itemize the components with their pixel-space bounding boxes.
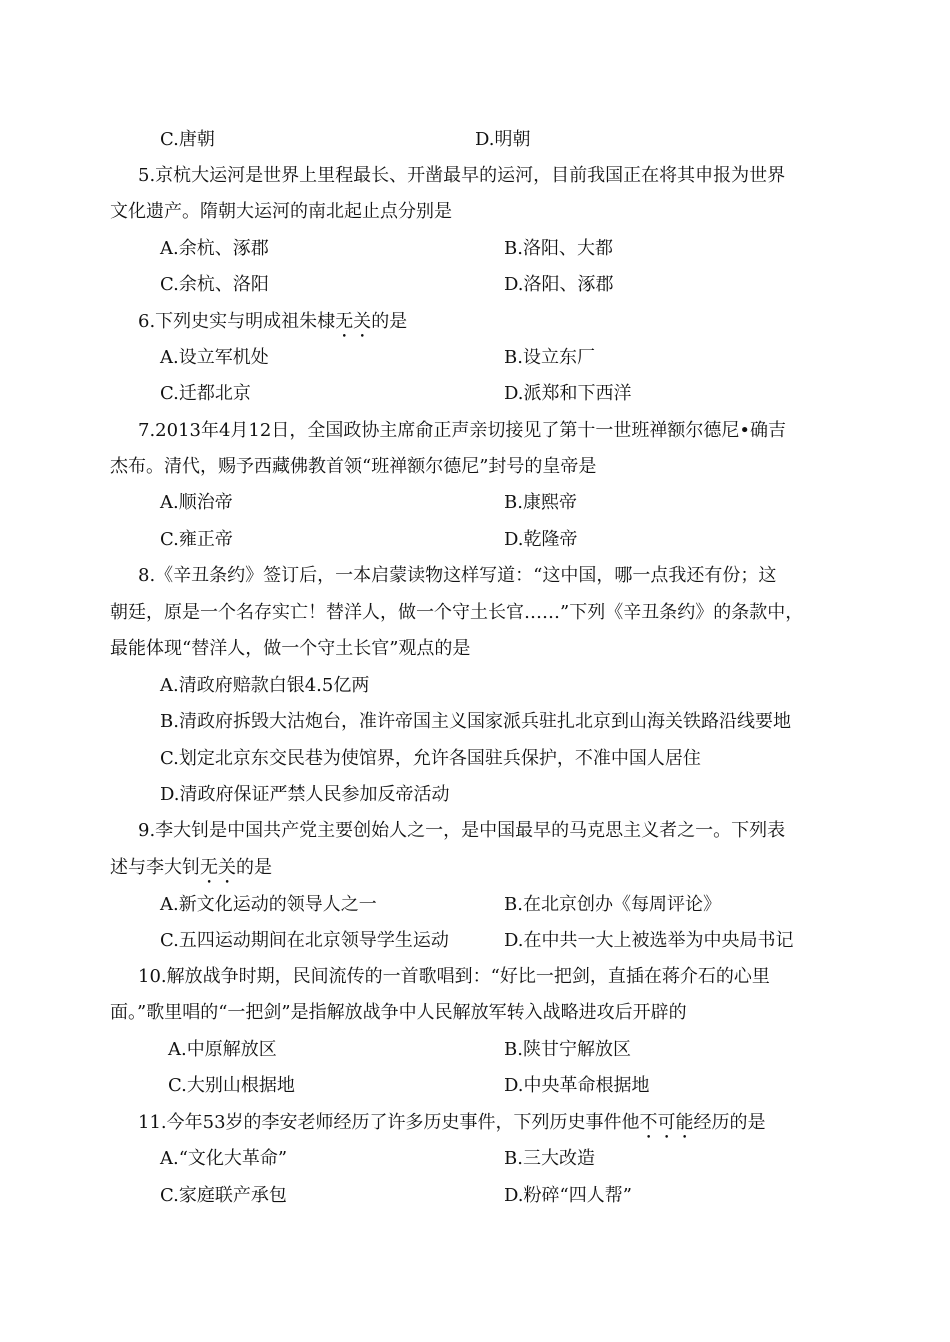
q11-option-b: B.三大改造	[504, 1148, 595, 1169]
q6-stem	[138, 310, 878, 342]
q11-stem-emphasis: 不可能	[639, 1112, 694, 1133]
q11-option-c: C.家庭联产承包	[160, 1185, 287, 1206]
q10-stem-line2: 面。”歌里唱的“一把剑”是指解放战争中人民解放军转入战略进攻后开辟的	[110, 1002, 687, 1023]
q10-stem-line1: 10.解放战争时期，民间流传的一首歌唱到：“好比一把剑，直插在蒋介石的心里	[138, 966, 770, 987]
q9-option-d: D.在中共一大上被选举为中央局书记	[504, 930, 794, 951]
q9-stem-line1: 9.李大钊是中国共产党主要创始人之一，是中国最早的马克思主义者之一。下列表	[138, 820, 786, 841]
q7-stem-line2: 杰布。清代，赐予西藏佛教首领“班禅额尔德尼”封号的皇帝是	[110, 456, 597, 477]
q6-stem-emphasis: 无关	[335, 311, 372, 332]
q11-stem-prefix: 11.今年53岁的李安老师经历了许多历史事件，下列历史事件他	[138, 1112, 640, 1133]
q4-option-c: C.唐朝	[160, 129, 215, 150]
q4-option-d: D.明朝	[475, 129, 531, 150]
q6-option-b: B.设立东厂	[504, 347, 595, 368]
q8-option-c: C.划定北京东交民巷为使馆界，允许各国驻兵保护，不准中国人居住	[160, 748, 701, 769]
q5-option-c: C.余杭、洛阳	[160, 274, 269, 295]
q7-option-b: B.康熙帝	[504, 492, 577, 513]
q6-option-d: D.派郑和下西洋	[504, 383, 632, 404]
q8-option-b: B.清政府拆毁大沽炮台，准许帝国主义国家派兵驻扎北京到山海关铁路沿线要地	[160, 711, 791, 732]
q6-stem-suffix: 的是	[371, 311, 408, 332]
q7-option-d: D.乾隆帝	[504, 529, 578, 550]
q6-option-c: C.迁都北京	[160, 383, 251, 404]
q10-option-a: A.中原解放区	[168, 1039, 277, 1060]
q5-option-d: D.洛阳、涿郡	[504, 274, 614, 295]
q8-option-a: A.清政府赔款白银4.5亿两	[160, 675, 370, 696]
q10-option-b: B.陕甘宁解放区	[504, 1039, 631, 1060]
q9-stem-line2	[110, 856, 850, 888]
q10-option-d: D.中央革命根据地	[504, 1075, 650, 1096]
q7-option-c: C.雍正帝	[160, 529, 233, 550]
q9-stem-emphasis: 无关	[200, 857, 236, 878]
q6-option-a: A.设立军机处	[160, 347, 269, 368]
q5-stem-line2: 文化遗产。隋朝大运河的南北起止点分别是	[110, 201, 452, 222]
q9-option-b: B.在北京创办《每周评论》	[504, 894, 721, 915]
q5-option-b: B.洛阳、大都	[504, 238, 613, 259]
q5-option-a: A.余杭、涿郡	[160, 238, 269, 259]
q9-option-c: C.五四运动期间在北京领导学生运动	[160, 930, 449, 951]
q8-stem-line2: 朝廷，原是一个名存实亡！替洋人，做一个守土长官……”下列《辛丑条约》的条款中，	[110, 602, 804, 623]
q11-stem	[138, 1111, 878, 1143]
q8-stem-line3: 最能体现“替洋人，做一个守土长官”观点的是	[110, 638, 471, 659]
q6-stem-prefix: 6.下列史实与明成祖朱棣	[138, 311, 336, 332]
q11-option-a: A.“文化大革命”	[160, 1148, 288, 1169]
q5-stem-line1: 5.京杭大运河是世界上里程最长、开凿最早的运河，目前我国正在将其申报为世界	[138, 165, 786, 186]
q10-option-c: C.大别山根据地	[168, 1075, 295, 1096]
q7-stem-line1: 7.2013年4月12日，全国政协主席俞正声亲切接见了第十一世班禅额尔德尼•确吉	[138, 420, 786, 441]
q11-stem-suffix: 经历的是	[693, 1112, 766, 1133]
q7-option-a: A.顺治帝	[160, 492, 233, 513]
q11-option-d: D.粉碎“四人帮”	[504, 1185, 632, 1206]
q9-option-a: A.新文化运动的领导人之一	[160, 894, 377, 915]
q8-stem-line1: 8.《辛丑条约》签订后，一本启蒙读物这样写道：“这中国，哪一点我还有份；这	[138, 565, 777, 586]
q8-option-d: D.清政府保证严禁人民参加反帝活动	[160, 784, 450, 805]
q9-stem-prefix: 述与李大钊	[110, 857, 200, 878]
q9-stem-suffix: 的是	[236, 857, 272, 878]
